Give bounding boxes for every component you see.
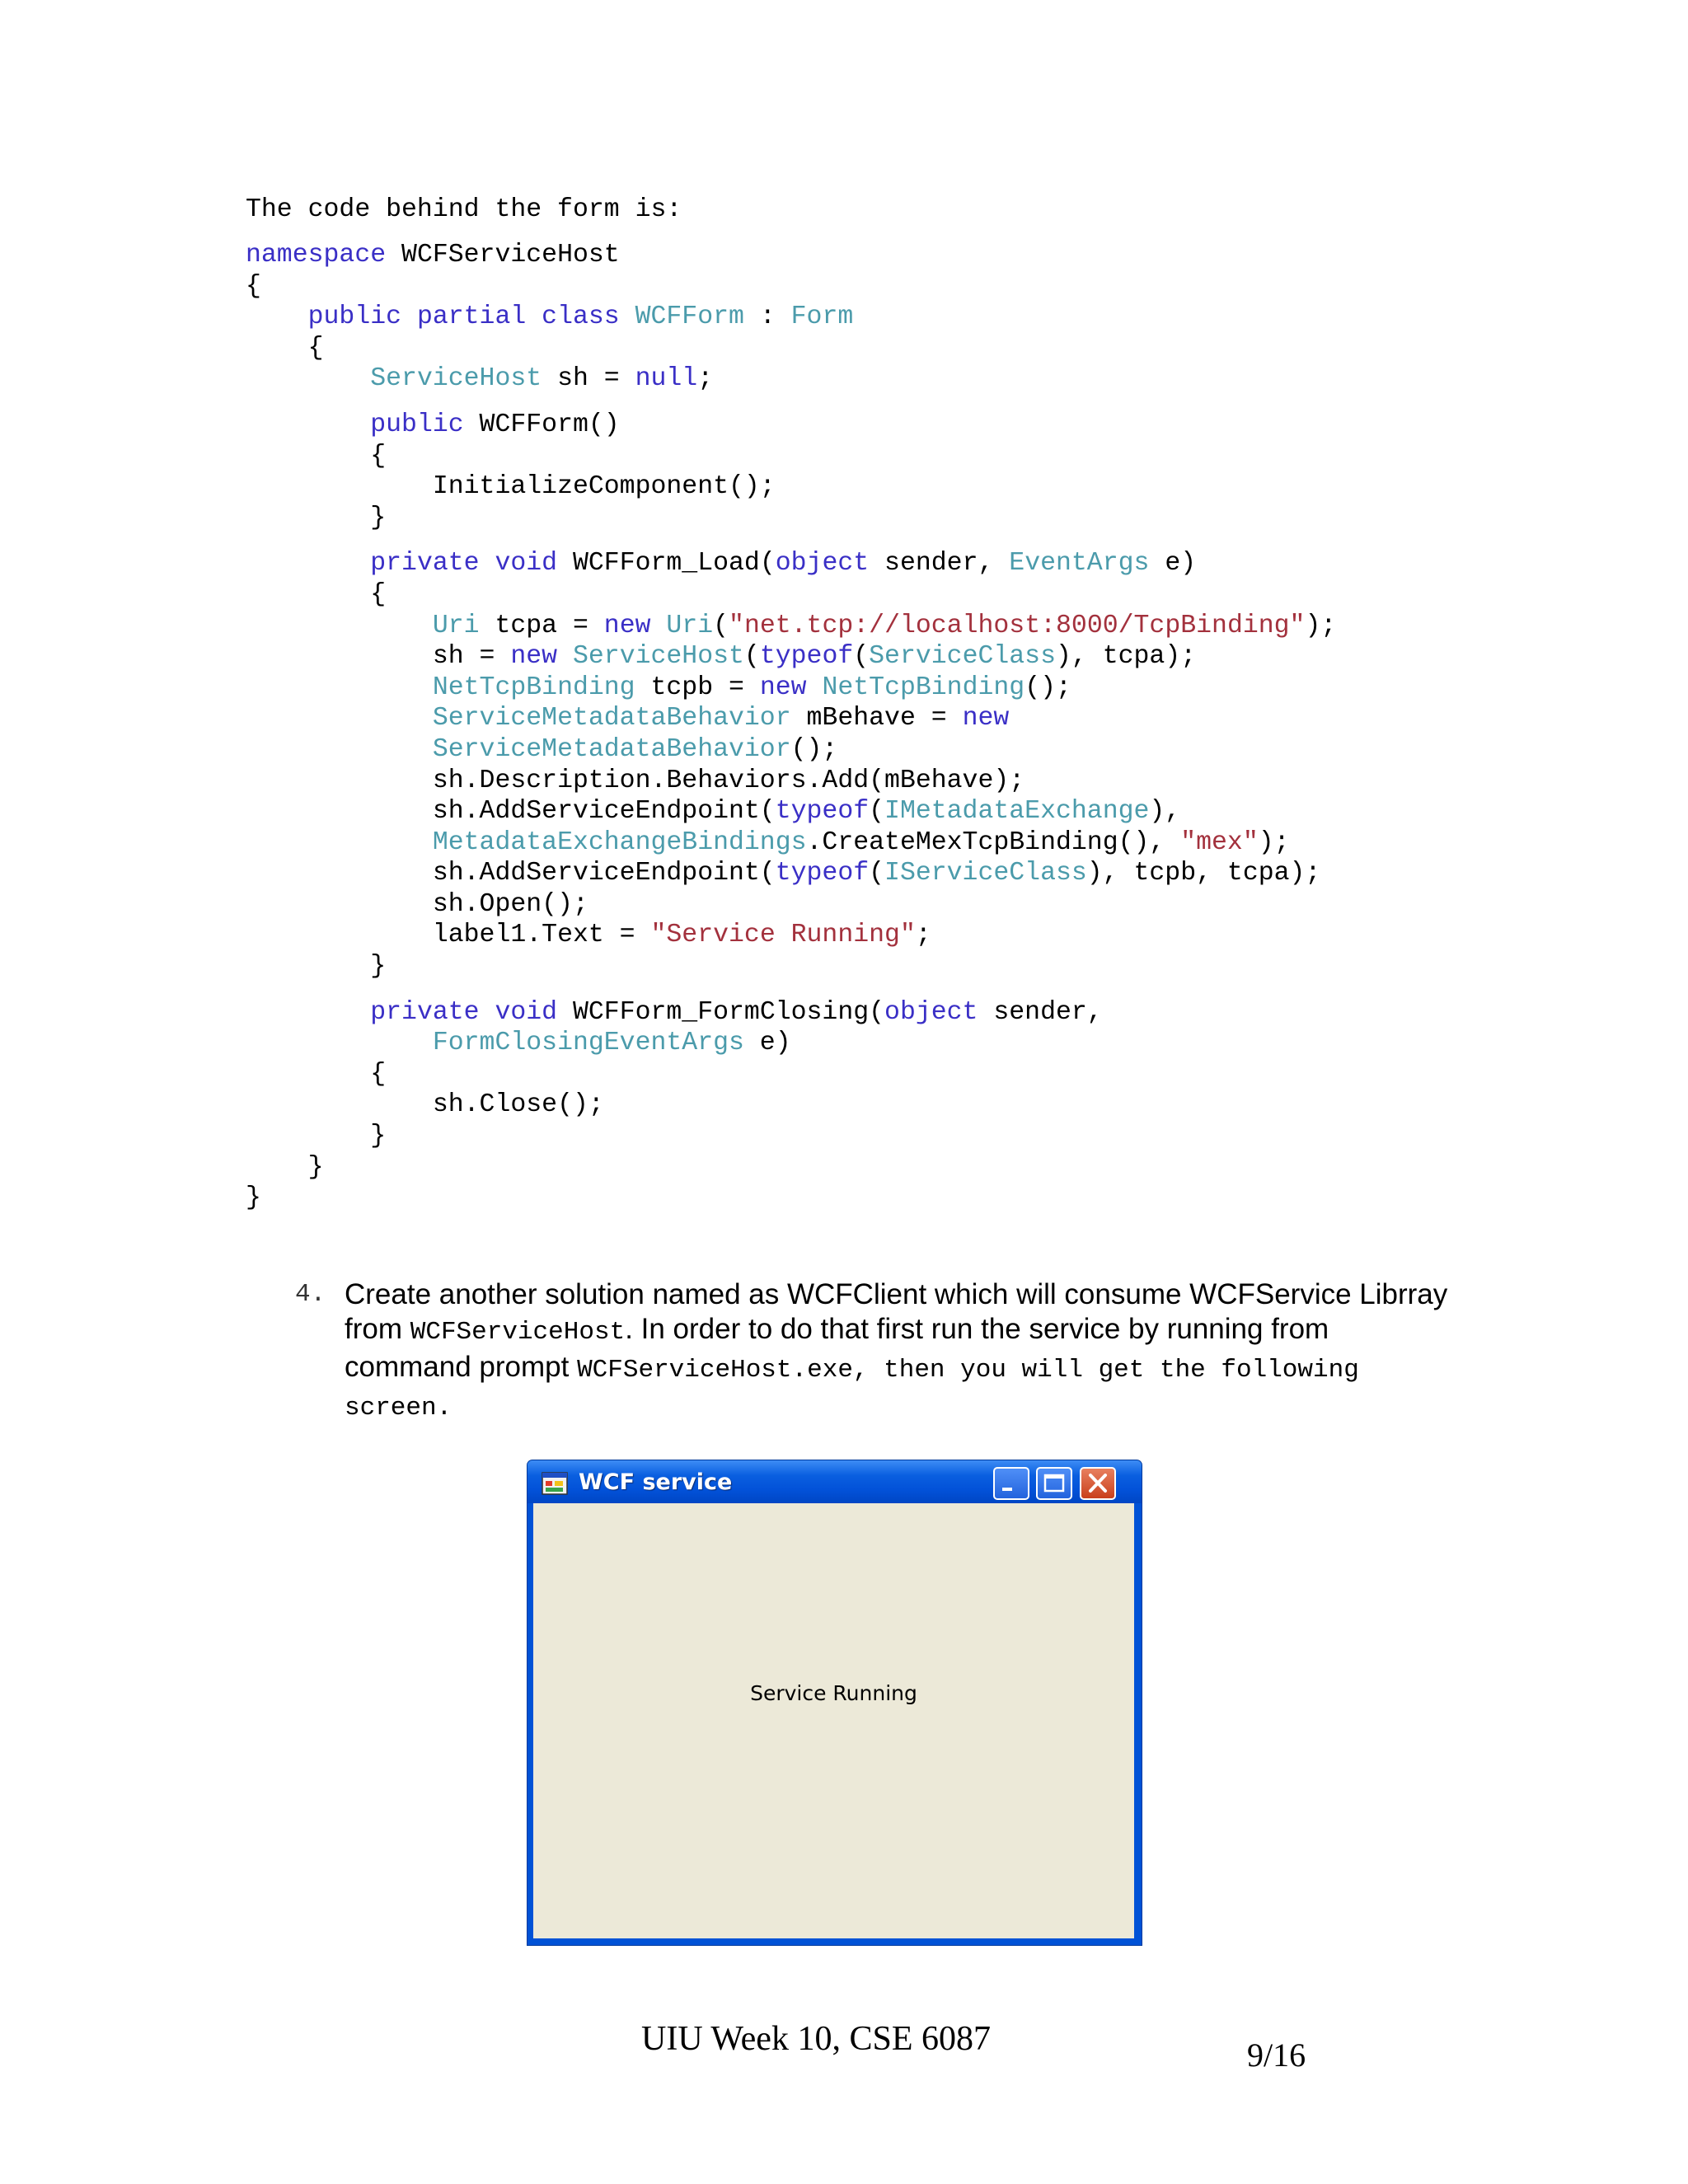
code-text: e) [1149,549,1197,579]
minimize-icon [995,1469,1028,1498]
step-body [345,1277,1449,1426]
code-type: ServiceClass [869,642,1056,672]
app-form-icon [542,1472,568,1495]
code-string: "net.tcp://localhost:8000/TcpBinding" [729,611,1306,640]
code-text: tcpa = [479,611,604,640]
code-keyword: new [603,611,651,640]
code-type: MetadataExchangeBindings [432,827,807,857]
code-text: ( [869,797,885,827]
step-text: Create another solution named as WCFClient which will consume WCFService Librray from [345,1278,1448,1345]
code-block [246,240,1336,1214]
step-number: 4. [295,1280,326,1309]
code-type: ServiceMetadataBehavior [432,704,791,733]
code-text: ; [915,921,931,950]
code-keyword: new [510,642,558,672]
code-text: ), tcpb, tcpa); [1086,859,1321,888]
step-code: WCFServiceHost [410,1318,626,1347]
code-text: (); [1025,673,1071,702]
code-text: sh.Description.Behaviors.Add(mBehave); [432,766,1025,795]
code-text: WCFForm_FormClosing( [557,997,885,1027]
code-keyword: private void [370,997,558,1027]
code-type: Uri [432,611,480,640]
code-text: sh.Close(); [432,1090,604,1120]
code-text: .CreateMexTcpBinding(), [806,827,1181,857]
code-text: ), tcpa); [1056,642,1197,672]
code-text: { [246,271,261,301]
code-text: ( [743,642,760,672]
code-text: } [370,503,387,532]
code-text: ); [1258,827,1290,857]
code-keyword: null [635,364,698,394]
close-button[interactable] [1080,1467,1116,1500]
page-number: 9/16 [1247,2036,1306,2074]
code-type: Uri [666,611,714,640]
code-text: ( [869,859,885,888]
wcf-service-window [528,1460,1142,1945]
code-text: ( [853,642,870,672]
code-text: ); [1305,611,1337,640]
code-keyword: public partial class [307,302,620,332]
code-text: sh.AddServiceEndpoint( [432,859,776,888]
code-keyword: typeof [775,859,870,888]
code-type: NetTcpBinding [432,673,635,702]
window-client-area [533,1503,1134,1938]
code-text: sh = [542,364,635,394]
code-type: Form [790,302,854,332]
code-text: } [370,1122,387,1151]
code-text: WCFServiceHost [386,241,620,269]
code-text: (); [790,734,838,764]
code-text: label1.Text = [432,921,651,950]
code-text: ), [1149,797,1181,827]
code-keyword: private void [370,549,558,579]
code-text: tcpb = [635,673,760,702]
service-status-label: Service Running [750,1681,917,1705]
minimize-button[interactable] [993,1467,1029,1500]
window-titlebar[interactable] [528,1460,1142,1503]
code-keyword: typeof [775,797,870,827]
code-type: IServiceClass [884,859,1087,888]
code-string: "Service Running" [650,921,916,950]
code-text: } [370,952,387,982]
code-type: ServiceMetadataBehavior [432,734,791,764]
code-text: sh.Open(); [432,889,588,919]
code-text: { [370,1059,387,1089]
code-text: { [370,579,387,609]
maximize-button[interactable] [1036,1467,1072,1500]
code-type: ServiceHost [572,642,744,672]
code-text: ; [697,364,714,394]
code-text: sh.AddServiceEndpoint( [432,797,776,827]
code-text: sender, [869,549,1010,579]
code-type: IMetadataExchange [884,797,1150,827]
code-keyword: public [370,410,464,439]
code-text: } [307,1152,324,1182]
code-keyword: typeof [759,642,854,672]
code-text: { [307,333,324,363]
code-text: InitializeComponent(); [432,472,776,502]
code-keyword: object [775,549,870,579]
code-type: ServiceHost [370,364,542,394]
code-text: sh = [432,642,511,672]
step-text: . In order to do that first run the service by running from command prompt [345,1313,1329,1383]
code-type: WCFForm [635,302,744,332]
code-text: : [743,302,791,332]
code-text: WCFForm_Load( [557,549,776,579]
code-keyword: object [884,997,978,1027]
window-title: WCF service [579,1469,733,1495]
code-text: mBehave = [790,704,963,733]
code-string: "mex" [1180,827,1259,857]
code-text: } [246,1183,261,1213]
code-type: EventArgs [1009,549,1150,579]
code-keyword: new [962,704,1010,733]
code-text: ( [713,611,729,640]
code-text: sender, [978,997,1103,1027]
footer-text: UIU Week 10, CSE 6087 [641,2020,991,2058]
code-keyword: new [759,673,807,702]
code-text: { [370,441,387,471]
code-type: NetTcpBinding [822,673,1025,702]
code-keyword: namespace [246,241,387,269]
close-icon [1081,1469,1114,1498]
code-text: WCFForm() [463,410,620,439]
step-code: WCFServiceHost.exe, then you will get the following screen. [345,1356,1359,1422]
maximize-icon [1038,1469,1071,1498]
code-type: FormClosingEventArgs [432,1029,744,1058]
intro-text: The code behind the form is: [246,195,682,224]
code-text: e) [743,1029,791,1058]
